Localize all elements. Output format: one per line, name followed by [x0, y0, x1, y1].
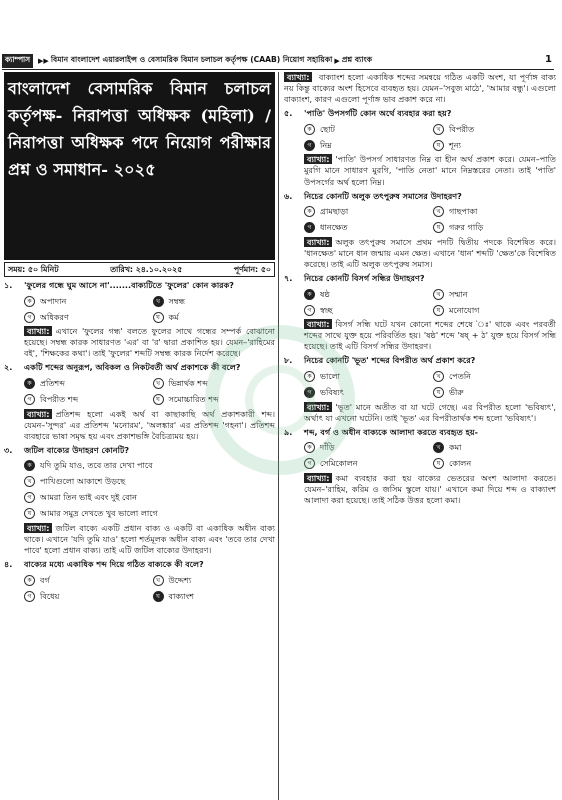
option-text: দাঁড়ি	[320, 442, 335, 453]
question-number: ৩.	[4, 444, 13, 455]
option-item[interactable]	[153, 378, 276, 390]
question-text: নিচের কোনটি বিসর্গ সন্ধির উদাহরণ?	[304, 273, 425, 284]
explanation-text: বাক্যাংশ হলো একাধিক শব্দের সমন্বয়ে গঠিত একটি অংশ, যা পূর্ণাঙ্গ বাক্য নয় কিন্তু বাক্যের অংশ হিসেবে ব্যবহৃত হয়। যেমন–'সবুজ মাঠে', 'আমার বন্ধু'। এগুলো বাক্যাংশ, কারণ এগুলো পূর্ণাঙ্গ ভাব প্রকাশ করে না।	[284, 72, 556, 105]
option-marker: ঘ	[433, 458, 444, 469]
option-item[interactable]	[304, 288, 427, 300]
continued-explanation	[284, 72, 556, 105]
exam-meta	[4, 262, 275, 277]
campus-label: ক্যাম্পাস	[2, 54, 33, 68]
option-item[interactable]	[24, 492, 275, 504]
option-list	[304, 371, 556, 399]
option-text: বিধেয়	[40, 590, 60, 601]
header-text: বিমান বাংলাদেশ এয়ারলাইন্স ও বেসামরিক বিমান চলাচল কর্তৃপক্ষ (CAAB) নিয়োগ সহায়িকা	[50, 55, 333, 64]
left-column	[4, 72, 275, 605]
exam-marks: পূর্ণমান: ৫০	[233, 265, 271, 274]
option-marker: ক	[304, 124, 315, 135]
option-list	[304, 206, 556, 234]
question-number: ৫.	[284, 108, 293, 119]
option-list	[24, 460, 275, 520]
header-section: প্রশ্ন ব্যাংক	[341, 55, 373, 64]
option-list	[24, 295, 275, 323]
option-marker: খ	[153, 575, 164, 586]
option-item[interactable]	[304, 387, 427, 399]
option-marker: খ	[433, 371, 444, 382]
page-number: 1	[545, 54, 552, 65]
option-text: ধানক্ষেত	[320, 222, 348, 233]
option-item[interactable]	[24, 378, 147, 390]
explanation	[304, 237, 556, 270]
option-marker: খ	[433, 206, 444, 217]
option-marker: ঘ	[433, 140, 444, 151]
explanation-text: এখানে 'ফুলের গন্ধ' বলতে ফুলের সাথে গন্ধের সম্পর্ক বোঝানো হয়েছে। সম্বন্ধ কারক সাধারণত 'এর' বা 'র' দ্বারা প্রকাশিত হয়। যেমন–'রাহিমের বই', 'শিক্ষকের কথা'। তাই 'ফুলের' শব্দটি সম্বন্ধ কারক নির্দেশ করেছে।	[24, 326, 275, 359]
option-marker: ক	[304, 371, 315, 382]
option-marker: ঘ	[153, 312, 164, 323]
correct-option-marker: খ	[433, 442, 444, 453]
option-text: আমরা তিন ভাই এবং দুই বোন	[40, 492, 137, 503]
option-text: গরুর গাড়ি	[449, 222, 484, 233]
explanation	[24, 523, 275, 556]
explanation-text: অলুক তৎপুরুষ সমাসে প্রথম পদটি দ্বিতীয় পদকে বিশেষিত করে। 'ধানক্ষেত' মানে ধান জন্মায় এমন ক্ষেত। এখানে 'ধান' শব্দটি 'ক্ষেত'কে বিশেষিত করেছে। তাই এটি অলুক তৎপুরুষ সমাস।	[304, 236, 556, 269]
option-item[interactable]	[153, 394, 276, 406]
option-text: সম্মান	[449, 288, 468, 299]
option-text: কোলন	[449, 458, 472, 469]
option-item[interactable]	[24, 295, 147, 307]
option-item[interactable]	[153, 590, 276, 602]
option-item[interactable]	[304, 123, 427, 135]
explanation-tag: ব্যাখ্যা:	[24, 523, 52, 533]
option-marker: খ	[153, 378, 164, 389]
option-item[interactable]	[433, 387, 556, 399]
option-item[interactable]	[304, 371, 427, 383]
option-marker: খ	[24, 476, 35, 487]
question	[284, 108, 556, 119]
question-text: একটি শব্দের অনুরূপ, অবিকল ও নিকটবর্তী অর্থ প্রকাশকে কী বলে?	[24, 362, 241, 373]
explanation-text: জটিল বাক্যে একটি প্রধান বাক্য ও একটি বা একাধিক অধীন বাক্য থাকে। এখানে 'যদি তুমি যাও' হলো শর্তমূলক অধীন বাক্য এবং 'তবে তার দেখা পাবে' হলো প্রধান বাক্য। তাই এটি জটিল বাক্যের উদাহরণ।	[24, 522, 275, 556]
explanation-text: বিসর্গ সন্ধি ঘটে যখন কোনো শব্দের শেষে 'ঃ' থাকে এবং পরবর্তী শব্দের সাথে যুক্ত হয়ে পরিবর্তিত হয়। 'ষষ্ঠ' শব্দে 'ষষ্ + ঠ' যুক্ত হয়ে বিসর্গ সন্ধি হয়েছে। তাই এটি বিসর্গ সন্ধির উদাহরণ।	[304, 319, 556, 352]
correct-option-marker: ঘ	[153, 591, 164, 602]
question-text: জটিল বাক্যের উদাহরণ কোনটি?	[24, 444, 130, 455]
correct-option-marker: ক	[304, 289, 315, 300]
option-text: বিপরীত	[449, 123, 475, 134]
correct-option-marker: গ	[304, 140, 315, 151]
option-item[interactable]	[304, 139, 427, 151]
option-item[interactable]	[153, 311, 276, 323]
option-list	[304, 288, 556, 316]
option-text: উদ্দেশ্য	[168, 574, 192, 585]
option-text: কমা	[449, 442, 462, 453]
question-text: শব্দ, বর্গ ও অধীন বাক্যকে আলাদা করতে ব্যবহৃত হয়-	[304, 426, 479, 437]
option-text: যদি তুমি যাও, তবে তার দেখা পাবে	[40, 460, 153, 471]
option-text: গাছপাকা	[449, 206, 478, 217]
option-item[interactable]	[304, 304, 427, 316]
question	[4, 280, 275, 291]
option-marker: ঘ	[433, 387, 444, 398]
correct-option-marker: গ	[304, 387, 315, 398]
option-item[interactable]	[433, 206, 556, 218]
option-marker: গ	[24, 591, 35, 602]
option-item[interactable]	[433, 304, 556, 316]
double-arrow-icon: ▶▶	[38, 56, 49, 65]
option-marker: ঘ	[24, 508, 35, 519]
exam-title: বাংলাদেশ বেসামরিক বিমান চলাচল কর্তৃপক্ষ- নিরাপত্তা অধিক্ষক (মহিলা) / নিরাপত্তা অধিক্ষক পদে নিয়োগ পরীক্ষার প্রশ্ন ও সমাধান- ২০২৫	[4, 72, 275, 260]
option-marker: ক	[304, 206, 315, 217]
option-marker: ঘ	[433, 305, 444, 316]
option-text: কর্ম	[168, 311, 179, 322]
option-item[interactable]	[304, 442, 427, 454]
option-marker: গ	[24, 492, 35, 503]
option-item[interactable]	[24, 574, 147, 586]
question	[284, 427, 556, 438]
option-text: বাক্যাংশ	[168, 590, 194, 601]
explanation-text: প্রতিশব্দ হলো একই অর্থ বা কাছাকাছি অর্থ প্রকাশকারী শব্দ। যেমন–'সুন্দর' এর প্রতিশব্দ 'মনোরম', 'অলঙ্কার' এর প্রতিশব্দ 'গহনা'। প্রতিশব্দ ব্যবহারে ভাষা সমৃদ্ধ হয় এবং প্রকাশভঙ্গি বৈচিত্র্যময় হয়।	[24, 408, 275, 441]
option-item[interactable]	[24, 394, 147, 406]
option-item[interactable]	[304, 222, 427, 234]
exam-date: তারিখ: ২৪.১০.২০২৫	[110, 265, 183, 274]
question-text: বাক্যের মধ্যে একাধিক শব্দ দিয়ে গঠিত বাক্যকে কী বলে?	[24, 559, 204, 570]
option-list	[304, 442, 556, 470]
option-marker: গ	[24, 394, 35, 405]
option-list	[24, 574, 275, 602]
question	[4, 559, 275, 570]
option-text: পাখিগুলো আকাশে উড়ছে	[40, 476, 126, 487]
option-item[interactable]	[153, 574, 276, 586]
arrow-icon: ▶	[334, 56, 340, 65]
option-text: সেমিকোলন	[320, 458, 358, 469]
question	[284, 355, 556, 366]
option-text: সমোচ্চারিত শব্দ	[168, 394, 219, 405]
explanation-tag: ব্যাখ্যা:	[304, 237, 332, 247]
question	[284, 191, 556, 202]
explanation-tag: ব্যাখ্যা:	[304, 402, 332, 412]
option-marker: খ	[433, 124, 444, 135]
question-number: ১.	[4, 280, 13, 291]
explanation-tag: ব্যাখ্যা:	[304, 473, 332, 483]
running-header	[2, 52, 554, 70]
explanation-text: 'ভূত' মানে অতীত বা যা ঘটে গেছে। এর বিপরীত হলো 'ভবিষ্যৎ', অর্থাৎ যা এখনো ঘটেনি। তাই 'ভূত' এর বিপরীতার্থক শব্দ হলো 'ভবিষ্যৎ'।	[304, 401, 556, 423]
question-text: 'ফুলের গন্ধে ঘুম আসে না'.......বাক্যটিতে 'ফুলের' কোন কারক?	[24, 280, 234, 291]
option-marker: ক	[24, 575, 35, 586]
question-number: ৮.	[284, 355, 293, 366]
option-text: অধিকরণ	[40, 311, 69, 322]
correct-option-marker: ক	[24, 460, 35, 471]
option-item[interactable]	[433, 222, 556, 234]
question-text: 'পাতি' উপসর্গটি কোন অর্থে ব্যবহার করা হয়?	[304, 108, 452, 119]
option-list	[304, 123, 556, 151]
option-item[interactable]	[24, 311, 147, 323]
option-text: মনোযোগ	[449, 304, 480, 315]
question-number: ৭.	[284, 273, 293, 284]
option-text: বিপরীত শব্দ	[40, 394, 79, 405]
option-text: পেতনি	[449, 370, 471, 381]
option-text: ভিন্নার্থক শব্দ	[168, 378, 208, 389]
option-text: অপাদান	[40, 295, 67, 306]
option-text: প্রতিশব্দ	[40, 378, 65, 389]
option-item[interactable]	[433, 139, 556, 151]
option-text: নিম্ন	[320, 139, 332, 150]
column-divider	[278, 72, 279, 800]
option-list	[24, 378, 275, 406]
correct-option-marker: ক	[24, 378, 35, 389]
explanation-tag: ব্যাখ্যা:	[284, 72, 312, 82]
option-text: আমার সমুদ্র দেখতে খুব ভালো লাগে	[40, 508, 158, 519]
question	[4, 445, 275, 456]
option-text: সম্বন্ধ	[168, 295, 186, 306]
question-text: নিচের কোনটি অলুক তৎপুরুষ সমাসের উদাহরণ?	[304, 190, 462, 201]
option-marker: গ	[304, 458, 315, 469]
option-marker: ঘ	[153, 394, 164, 405]
option-text: বর্গ	[40, 574, 50, 585]
question-number: ৯.	[284, 426, 293, 437]
option-text: ষষ্ঠ	[320, 288, 330, 299]
question	[4, 362, 275, 373]
option-item[interactable]	[433, 371, 556, 383]
explanation	[304, 473, 556, 506]
option-item[interactable]	[433, 458, 556, 470]
option-marker: গ	[304, 305, 315, 316]
question-text: নিচের কোনটি 'ভূত' শব্দের বিপরীত অর্থ প্রকাশ করে?	[304, 355, 476, 366]
option-text: ভবিষ্যৎ	[320, 386, 344, 397]
explanation	[304, 402, 556, 424]
option-marker: খ	[433, 289, 444, 300]
option-text: ভীরু	[449, 386, 464, 397]
explanation-text: 'পাতি' উপসর্গ সাধারণত নিম্ন বা হীন অর্থ প্রকাশ করে। যেমন–পাতি মুরগি মানে সাধারণ মুরগি, 'পাতি নেতা' মানে নিম্নস্তরের নেতা। তাই 'পাতি' উপসর্গের অর্থ হলো নিম্ন।	[304, 154, 556, 187]
explanation	[24, 326, 275, 359]
option-text: গ্রামছাড়া	[320, 206, 349, 217]
option-text: ভালো	[320, 370, 341, 381]
option-item[interactable]	[433, 123, 556, 135]
question-number: ৬.	[284, 190, 293, 201]
right-question-list	[284, 108, 556, 506]
correct-option-marker: গ	[304, 222, 315, 233]
left-question-list	[4, 280, 275, 602]
explanation	[304, 154, 556, 187]
explanation-text: কমা ব্যবহার করা হয় বাক্যের ভেতরের অংশ আলাদা করতে। যেমন–'রাহিম, করিম ও জসিম স্কুলে যায়।' এখানে কমা দিয়ে শব্দ ও বাক্যাংশ আলাদা করা হয়েছে। তাই সঠিক উত্তর হলো কমা।	[304, 472, 556, 505]
explanation-tag: ব্যাখ্যা:	[24, 409, 52, 419]
option-item[interactable]	[24, 508, 275, 520]
option-marker: ক	[24, 296, 35, 307]
explanation	[304, 319, 556, 352]
question	[284, 273, 556, 284]
exam-time: সময়: ৫০ মিনিট	[8, 265, 59, 274]
option-text: শূন্য	[449, 139, 461, 150]
option-marker: ঘ	[433, 222, 444, 233]
option-item[interactable]	[304, 458, 427, 470]
option-item[interactable]	[24, 590, 147, 602]
option-text: স্বচ্ছ	[320, 304, 333, 315]
question-number: ৪.	[4, 559, 13, 570]
question-number: ২.	[4, 362, 13, 373]
option-item[interactable]	[433, 442, 556, 454]
explanation	[24, 409, 275, 442]
explanation-tag: ব্যাখ্যা:	[24, 326, 52, 336]
correct-option-marker: খ	[153, 296, 164, 307]
option-marker: ক	[304, 442, 315, 453]
option-item[interactable]	[304, 206, 427, 218]
option-item[interactable]	[433, 288, 556, 300]
option-marker: গ	[24, 312, 35, 323]
explanation-tag: ব্যাখ্যা:	[304, 319, 332, 329]
option-item[interactable]	[153, 295, 276, 307]
option-text: ছোট	[320, 123, 335, 134]
option-item[interactable]	[24, 476, 275, 488]
explanation-tag: ব্যাখ্যা:	[304, 154, 332, 164]
right-column	[284, 72, 556, 506]
option-item[interactable]	[24, 460, 275, 472]
